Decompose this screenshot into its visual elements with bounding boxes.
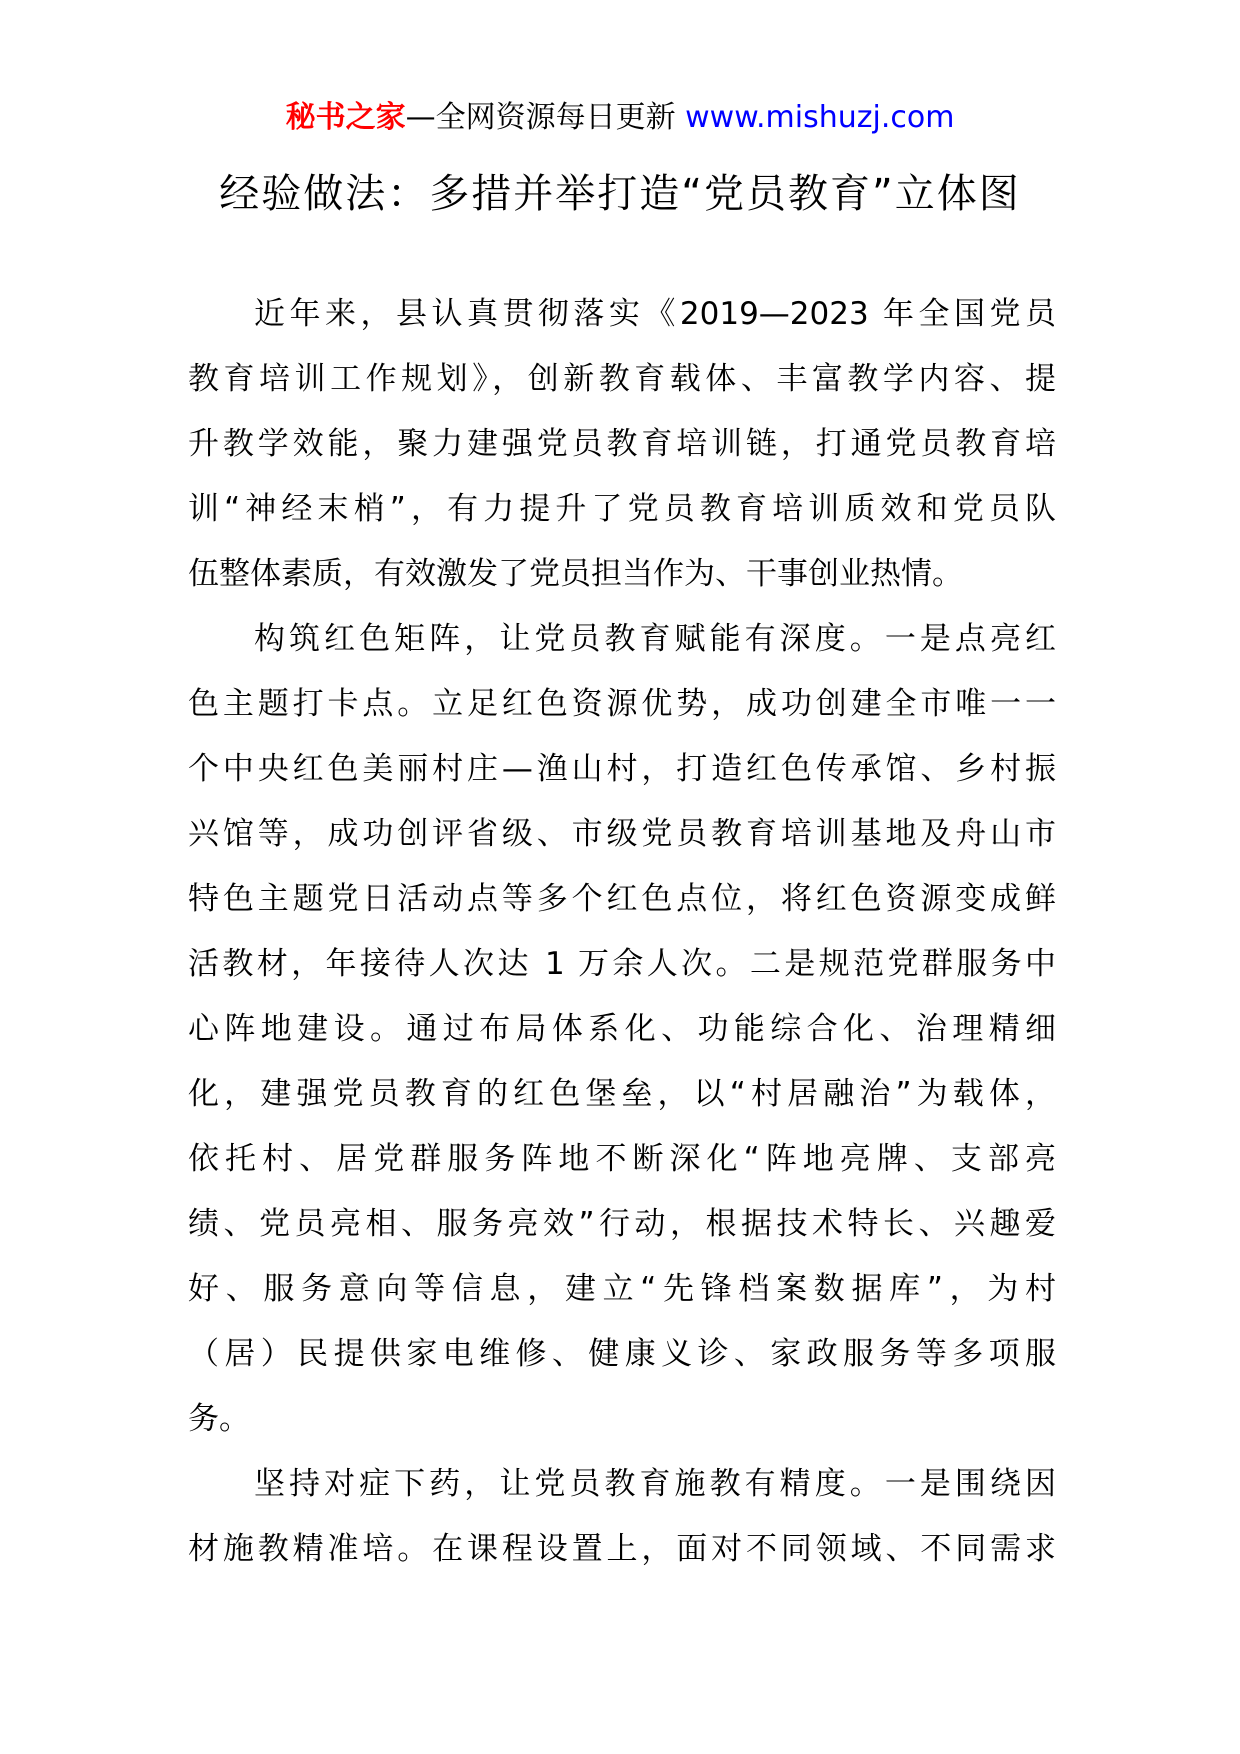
site-url-link[interactable]: www.mishuzj.com [685, 100, 955, 135]
text-line: 化，建强党员教育的红色堡垒，以“村居融治”为载体， [188, 1076, 1056, 1112]
paragraph [188, 618, 1056, 1463]
paragraph [188, 1463, 1056, 1593]
text-line: 教育培训工作规划》，创新教育载体、丰富教学内容、提 [188, 361, 1056, 397]
text-line: 构筑红色矩阵，让党员教育赋能有深度。一是点亮红 [254, 621, 1056, 657]
document-body [188, 293, 1056, 1593]
text-line: 绩、党员亮相、服务亮效”行动，根据技术特长、兴趣爱 [188, 1206, 1056, 1242]
text-line: 特色主题党日活动点等多个红色点位，将红色资源变成鲜 [188, 881, 1056, 917]
text-line: 训“神经末梢”，有力提升了党员教育培训质效和党员队 [188, 491, 1056, 527]
text-line: 坚持对症下药，让党员教育施教有精度。一是围绕因 [254, 1466, 1056, 1502]
text-line: 好、服务意向等信息，建立“先锋档案数据库”，为村 [188, 1271, 1056, 1307]
text-line: 近年来，县认真贯彻落实《2019—2023 年全国党员 [254, 296, 1056, 332]
text-line: 伍整体素质，有效激发了党员担当作为、干事创业热情。 [188, 556, 963, 592]
text-line: 依托村、居党群服务阵地不断深化“阵地亮牌、支部亮 [188, 1141, 1056, 1177]
text-line: 个中央红色美丽村庄—渔山村，打造红色传承馆、乡村振 [188, 751, 1056, 787]
text-line: 活教材，年接待人次达 1 万余人次。二是规范党群服务中 [188, 946, 1056, 982]
document-title: 经验做法：多措并举打造“党员教育”立体图 [219, 171, 1021, 217]
site-tagline: —全网资源每日更新 [405, 100, 686, 135]
text-line: 务。 [188, 1401, 250, 1437]
text-line: 材施教精准培。在课程设置上，面对不同领域、不同需求 [188, 1531, 1056, 1567]
site-header [0, 98, 1240, 138]
text-line: 心阵地建设。通过布局体系化、功能综合化、治理精细 [188, 1011, 1056, 1047]
site-brand: 秘书之家 [285, 100, 406, 135]
text-line: 升教学效能，聚力建强党员教育培训链，打通党员教育培 [188, 426, 1056, 462]
text-line: 兴馆等，成功创评省级、市级党员教育培训基地及舟山市 [188, 816, 1056, 852]
text-line: （居）民提供家电维修、健康义诊、家政服务等多项服 [188, 1336, 1056, 1372]
text-line: 色主题打卡点。立足红色资源优势，成功创建全市唯一一 [188, 686, 1056, 722]
paragraph [188, 293, 1056, 618]
